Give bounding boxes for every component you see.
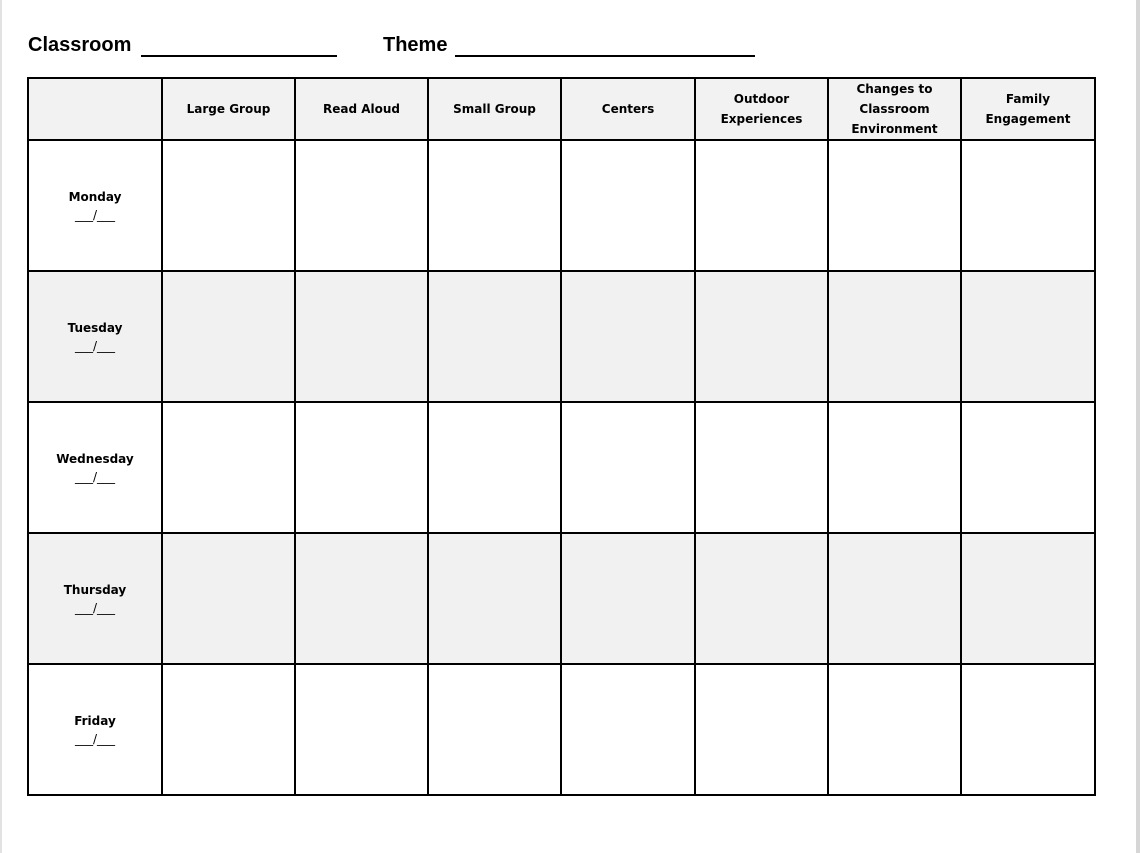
day-name: Thursday xyxy=(63,582,127,597)
col-header-outdoor-experiences: Outdoor Experiences xyxy=(695,78,828,140)
plan-cell[interactable] xyxy=(695,664,828,795)
col-header-centers: Centers xyxy=(561,78,695,140)
worksheet-header xyxy=(28,30,1108,60)
corner-cell xyxy=(28,78,162,140)
day-cell-thursday xyxy=(28,533,162,664)
plan-cell[interactable] xyxy=(561,664,695,795)
plan-cell[interactable] xyxy=(428,664,561,795)
day-name: Tuesday xyxy=(67,320,123,335)
plan-cell[interactable] xyxy=(561,533,695,664)
table-header-row xyxy=(28,78,1095,140)
plan-cell[interactable] xyxy=(828,533,961,664)
plan-cell[interactable] xyxy=(828,271,961,402)
table-row xyxy=(28,402,1095,533)
table-row xyxy=(28,533,1095,664)
plan-cell[interactable] xyxy=(295,402,428,533)
plan-cell[interactable] xyxy=(961,140,1095,271)
day-cell-monday xyxy=(28,140,162,271)
plan-cell[interactable] xyxy=(295,271,428,402)
plan-cell[interactable] xyxy=(162,271,295,402)
plan-cell[interactable] xyxy=(162,664,295,795)
date-blank[interactable]: ___/___ xyxy=(74,469,116,484)
plan-cell[interactable] xyxy=(162,402,295,533)
date-blank[interactable]: ___/___ xyxy=(74,207,116,222)
day-name: Wednesday xyxy=(56,451,134,466)
date-blank[interactable]: ___/___ xyxy=(74,338,116,353)
theme-blank-line[interactable] xyxy=(455,55,755,57)
table-row xyxy=(28,664,1095,795)
plan-cell[interactable] xyxy=(961,271,1095,402)
col-header-small-group: Small Group xyxy=(428,78,561,140)
plan-cell[interactable] xyxy=(695,533,828,664)
plan-cell[interactable] xyxy=(162,533,295,664)
col-header-classroom-environment: Changes to Classroom Environment xyxy=(828,78,961,140)
plan-cell[interactable] xyxy=(428,140,561,271)
day-cell-wednesday xyxy=(28,402,162,533)
table-row xyxy=(28,140,1095,271)
plan-cell[interactable] xyxy=(961,533,1095,664)
plan-cell[interactable] xyxy=(828,140,961,271)
plan-cell[interactable] xyxy=(961,664,1095,795)
plan-cell[interactable] xyxy=(295,664,428,795)
plan-cell[interactable] xyxy=(428,271,561,402)
plan-cell[interactable] xyxy=(295,533,428,664)
plan-cell[interactable] xyxy=(828,402,961,533)
col-header-large-group: Large Group xyxy=(162,78,295,140)
col-header-family-engagement: Family Engagement xyxy=(961,78,1095,140)
classroom-blank-line[interactable] xyxy=(141,55,337,57)
date-blank[interactable]: ___/___ xyxy=(74,600,116,615)
plan-cell[interactable] xyxy=(695,402,828,533)
plan-cell[interactable] xyxy=(428,402,561,533)
plan-cell[interactable] xyxy=(561,140,695,271)
plan-cell[interactable] xyxy=(561,402,695,533)
plan-cell[interactable] xyxy=(961,402,1095,533)
plan-cell[interactable] xyxy=(695,140,828,271)
plan-cell[interactable] xyxy=(561,271,695,402)
plan-cell[interactable] xyxy=(828,664,961,795)
classroom-label: Classroom xyxy=(28,34,132,56)
plan-cell[interactable] xyxy=(428,533,561,664)
day-cell-tuesday xyxy=(28,271,162,402)
plan-cell[interactable] xyxy=(162,140,295,271)
day-name: Friday xyxy=(74,713,116,728)
plan-cell[interactable] xyxy=(295,140,428,271)
theme-label: Theme xyxy=(383,34,448,56)
day-cell-friday xyxy=(28,664,162,795)
page-right-edge xyxy=(1136,0,1140,853)
plan-cell[interactable] xyxy=(695,271,828,402)
table-row xyxy=(28,271,1095,402)
day-name: Monday xyxy=(68,189,122,204)
date-blank[interactable]: ___/___ xyxy=(74,731,116,746)
col-header-read-aloud: Read Aloud xyxy=(295,78,428,140)
weekly-planner-table xyxy=(27,77,1096,796)
page-left-edge xyxy=(0,0,2,853)
